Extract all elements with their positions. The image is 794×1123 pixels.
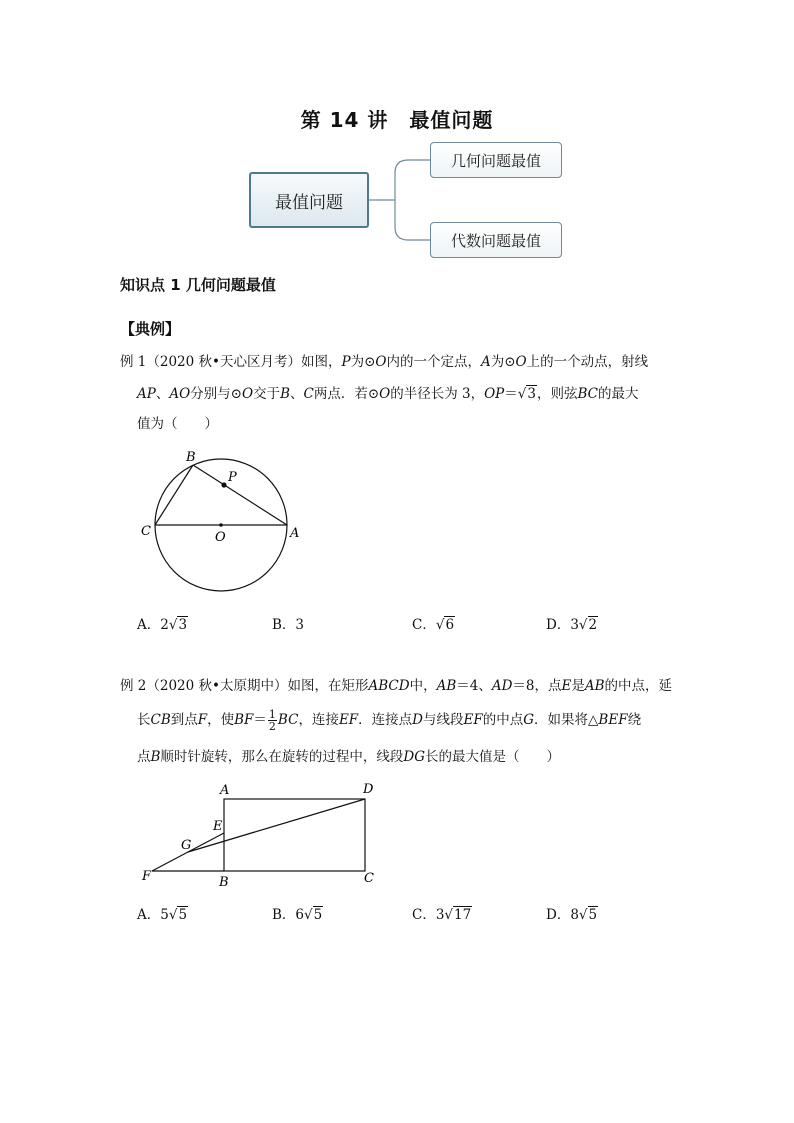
example2-line2: 长CB到点F，使BF＝ $\frac{1}{2}$ BC，连接EF．连接点D与线段EF的中点G．如果将△BEF绕 <box>137 708 642 733</box>
point-p <box>221 482 226 487</box>
label-g: G <box>181 838 192 853</box>
label-a: A <box>290 526 300 541</box>
mindmap-child-algebra: 代数问题最值 <box>430 222 562 258</box>
example1-line3: 值为（ ） <box>137 416 218 432</box>
page-title: 第 14 讲 最值问题 <box>300 108 494 132</box>
label-b: B <box>186 450 196 465</box>
example2-option-c: C．3√17 <box>412 907 472 923</box>
example2-line3: 点B顺时针旋转，那么在旋转的过程中，线段DG长的最大值是（ ） <box>137 749 561 765</box>
point-o <box>219 523 223 527</box>
example1-option-b: B．3 <box>272 617 305 633</box>
label-d: D <box>363 782 374 797</box>
label-c: C <box>141 524 151 539</box>
example1-option-d: D．3√2 <box>546 617 598 633</box>
example1-option-c: C．√6 <box>412 617 455 633</box>
label-c: C <box>364 871 374 886</box>
label-a: A <box>220 783 230 798</box>
label-p: P <box>228 470 237 485</box>
label-e: E <box>213 819 223 834</box>
fraction-half: $\frac{1}{2}$ <box>268 708 276 733</box>
label-f: F <box>142 869 152 884</box>
example-tag: 【典例】 <box>120 320 181 338</box>
example1-option-a: A．2√3 <box>137 617 188 633</box>
label-o: O <box>215 530 226 545</box>
mindmap-root: 最值问题 <box>249 172 369 228</box>
rectangle-figure <box>136 778 386 893</box>
example2-line1: 例 2（2020 秋•太原期中）如图，在矩形ABCD中，AB＝4、AD＝8，点E是AB的中点，延 <box>120 678 673 694</box>
label-b: B <box>219 875 229 890</box>
example2-option-d: D．8√5 <box>546 907 598 923</box>
circle-figure <box>136 446 316 596</box>
example2-option-a: A．5√5 <box>137 907 188 923</box>
mindmap-child-geometry: 几何问题最值 <box>430 142 562 178</box>
sqrt-3: √3 <box>517 386 536 402</box>
chord-bc <box>155 465 193 525</box>
chord-ba <box>193 465 287 525</box>
section-heading: 知识点 1 几何问题最值 <box>120 276 276 294</box>
example2-option-b: B．6√5 <box>272 907 323 923</box>
example1-line1: 例 1（2020 秋•天心区月考）如图，P为⊙O内的一个定点，A为⊙O上的一个动点，射线 <box>120 354 649 370</box>
example1-line2: AP、AO分别与⊙O交于B、C两点．若⊙O的半径长为 3，OP＝√3，则弦BC的最大 <box>137 386 639 402</box>
